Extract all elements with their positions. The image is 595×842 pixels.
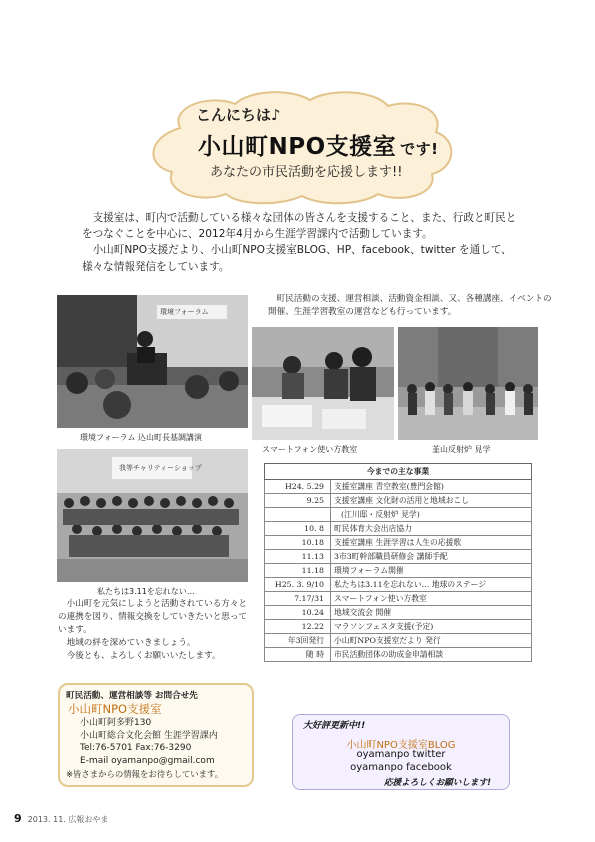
intro-text — [82, 210, 522, 275]
page-number: 9 — [14, 812, 22, 825]
blog-cheer: 応援よろしくお願いします! — [383, 778, 491, 788]
page-footer — [14, 812, 108, 825]
smartphone-class-photo — [252, 327, 394, 440]
photo-caption: スマートフォン使い方教室 — [262, 445, 358, 454]
greeting: こんにちは♪ — [196, 106, 281, 124]
photo-caption: 環境フォーラム 込山町長基調講演 — [80, 433, 203, 442]
table-row: 10. 8 町民体育大会出店協力 — [265, 522, 532, 536]
twitter-link[interactable]: oyamanpo twitter — [356, 749, 446, 760]
intro-paragraph: 支援室は、町内で活動している様々な団体の皆さんを支援すること、また、行政と町民とをつなぐことを中心に、2012年4月から生涯学習課内で活動しています。 — [82, 212, 517, 241]
table-row: 10.24 地域交流会 開催 — [265, 606, 532, 620]
events-table — [264, 463, 532, 662]
contact-org: 小山町NPO支援室 — [68, 702, 162, 716]
table-row: 12.22 マラソンフェスタ支援(予定) — [265, 620, 532, 634]
support-message: あなたの市民活動を応援します!! — [210, 165, 403, 180]
photo-caption: 韮山反射炉 見学 — [432, 445, 491, 454]
table-row: 11.18 環境フォーラム開催 — [265, 564, 532, 578]
table-row: H24. 5.29 支援室講座 青空教室(豊門会館) — [265, 480, 532, 494]
table-row: 9.25 支援室講座 文化財の活用と地域おこし — [265, 494, 532, 508]
blog-header: 大好評更新中!! — [303, 721, 366, 731]
blog-box — [292, 714, 510, 790]
table-row: 随 時 市民活動団体の助成金申請相談 — [265, 648, 532, 662]
org-suffix: です! — [400, 140, 439, 158]
activities-text: 町民活動の支援、運営相談、活動資金相談、又、各種講座、イベントの開催、生涯学習教室の運営なども行っています。 — [268, 294, 552, 317]
furnace-visit-photo — [398, 327, 538, 440]
publication-info: 2013. 11. 広報おやま — [27, 815, 109, 824]
table-row: (江川邸・反射炉 見学) — [265, 508, 532, 522]
forum-photo — [57, 295, 248, 428]
contact-address: 小山町阿多野130 — [80, 718, 152, 728]
table-row: 年3回発行 小山町NPO支援室だより 発行 — [265, 634, 532, 648]
contact-email[interactable]: E-mail oyamanpo@gmail.com — [80, 755, 215, 766]
table-row: 11.13 3市3町幹部職員研修会 講師手配 — [265, 550, 532, 564]
intro-paragraph: 小山町NPO支援だより、小山町NPO支援室BLOG、HP、facebook、twitter を通して、様々な情報発信をしています。 — [82, 244, 512, 273]
contact-box — [58, 683, 254, 787]
closing-paragraph: 小山町を元気にしようと活動されている方々との連携を図り、情報交換をしていきたいと思っています。 — [58, 599, 248, 635]
closing-text — [58, 598, 254, 663]
table-row: 7.17/31 スマートフォン使い方教室 — [265, 592, 532, 606]
events-table-header: 今までの主な事業 — [265, 464, 532, 480]
charity-banner: 我等チャリティーショップ — [119, 464, 202, 472]
page-title — [198, 128, 439, 161]
closing-paragraph: 地域の絆を深めていきましょう。 — [66, 638, 196, 648]
contact-note: ※皆さまからの情報をお待ちしています。 — [66, 769, 224, 779]
org-name: 小山町NPO支援室 — [198, 134, 397, 160]
forum-banner: 環境フォーラム — [160, 308, 209, 316]
closing-paragraph: 今後とも、よろしくお願いいたします。 — [66, 651, 221, 661]
facebook-link[interactable]: oyamanpo facebook — [350, 762, 452, 773]
contact-phone: Tel:76-5701 Fax:76-3290 — [80, 743, 192, 753]
contact-office: 小山町総合文化会館 生涯学習課内 — [80, 730, 218, 741]
contact-title: 町民活動、運営相談等 お問合せ先 — [66, 691, 198, 701]
blog-link[interactable]: 小山町NPO支援室BLOG — [346, 740, 456, 751]
photo-caption: 私たちは3.11を忘れない… — [97, 587, 195, 596]
table-row: 10.18 支援室講座 生涯学習は人生の応援歌 — [265, 536, 532, 550]
charity-group-photo — [57, 449, 248, 582]
table-row: H25. 3. 9/10 私たちは3.11を忘れない… 地球のステージ — [265, 578, 532, 592]
